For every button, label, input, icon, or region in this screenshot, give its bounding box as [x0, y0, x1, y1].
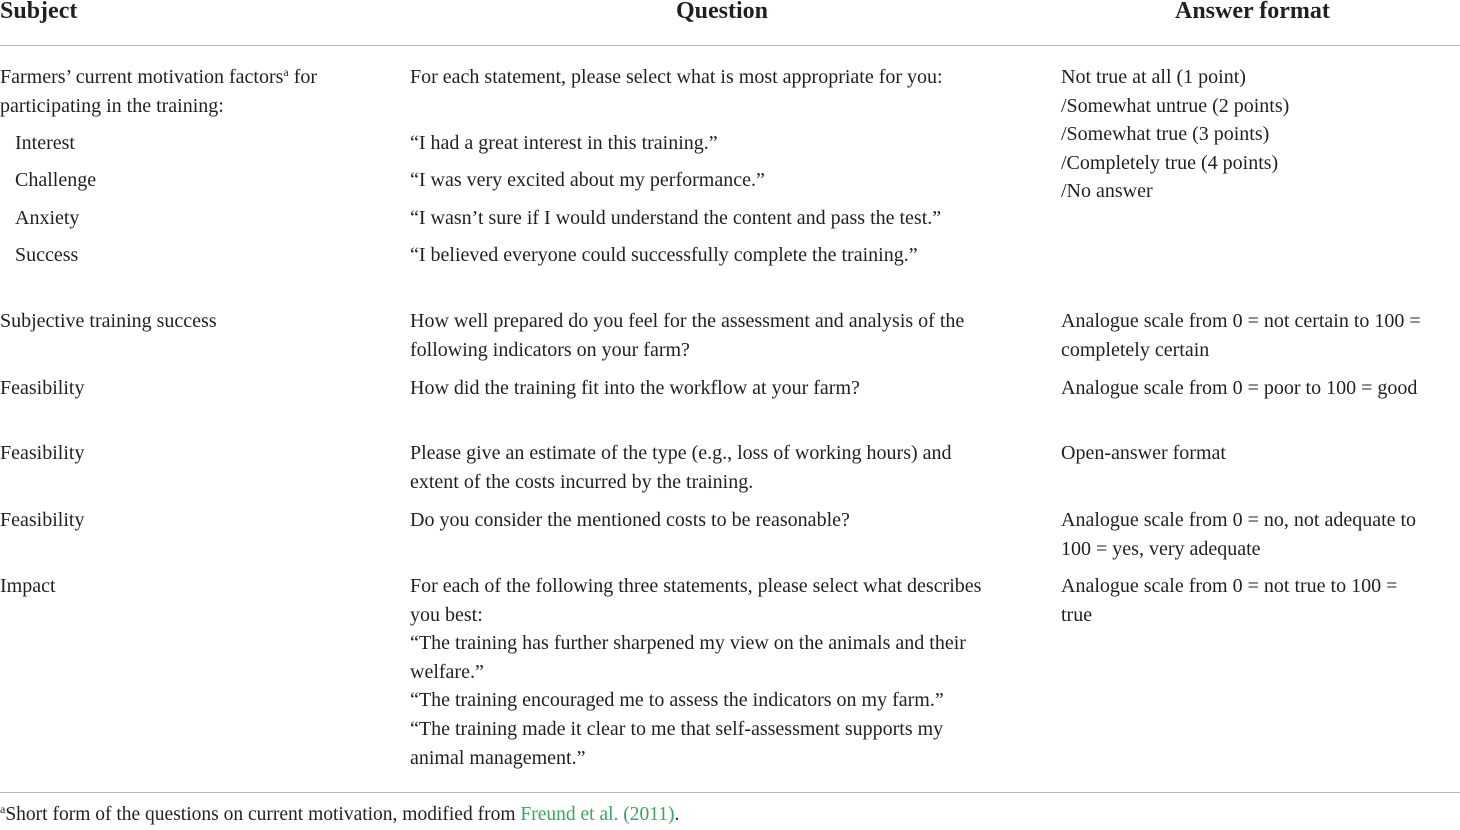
row-question: [410, 506, 1040, 535]
header-answer-format: Answer format: [1175, 0, 1330, 24]
answer-line: Not true at all (1 point): [1061, 66, 1246, 88]
motivation-subject: [0, 63, 390, 120]
motivation-item-subject: Interest: [15, 132, 75, 154]
table-footnote: [0, 801, 679, 830]
answer-line: completely certain: [1061, 338, 1210, 361]
answer-line: Analogue scale from 0 = not certain to 100 =: [1061, 310, 1421, 332]
row-answer: [1061, 307, 1460, 364]
answer-line: /Somewhat untrue (2 points): [1061, 94, 1290, 117]
motivation-answer: [1061, 63, 1460, 206]
motivation-question: For each statement, please select what is most appropriate for you:: [410, 66, 943, 88]
row-question: [410, 572, 1040, 772]
answer-line: Analogue scale from 0 = poor to 100 = good: [1061, 377, 1418, 399]
motivation-subject-text: Farmers’ current motivation factors: [0, 66, 284, 88]
motivation-item-question: “I had a great interest in this training.”: [410, 132, 718, 154]
motivation-item-subject: Anxiety: [15, 207, 80, 229]
motivation-item-question: “I was very excited about my performance.”: [410, 169, 765, 191]
row-subject: Feasibility: [0, 442, 85, 464]
row-subject: Impact: [0, 575, 56, 597]
motivation-subject-text-end: for: [288, 66, 318, 88]
answer-line: /No answer: [1061, 180, 1153, 203]
question-line: Do you consider the mentioned costs to be reasonable?: [410, 509, 850, 531]
question-line: extent of the costs incurred by the training.: [410, 470, 754, 493]
row-question: [410, 439, 1040, 496]
motivation-item-subject: Challenge: [15, 169, 97, 191]
question-line: Please give an estimate of the type (e.g., loss of working hours) and: [410, 442, 952, 464]
question-line: “The training encouraged me to assess the indicators on my farm.”: [410, 689, 944, 712]
question-line: For each of the following three statements, please select what describes: [410, 575, 982, 597]
row-subject: Subjective training success: [0, 310, 217, 332]
header-rule: [0, 45, 1460, 46]
question-line: welfare.”: [410, 660, 484, 683]
row-answer: [1061, 439, 1460, 468]
answer-line: Open-answer format: [1061, 442, 1226, 464]
answer-line: Analogue scale from 0 = no, not adequate to: [1061, 509, 1417, 531]
row-subject: Feasibility: [0, 377, 85, 399]
motivation-item-question: “I wasn’t sure if I would understand the content and pass the test.”: [410, 207, 942, 229]
row-answer: [1061, 506, 1460, 563]
answer-line: 100 = yes, very adequate: [1061, 537, 1261, 560]
motivation-item-subject: Success: [15, 244, 79, 266]
question-line: “The training made it clear to me that self-assessment supports my: [410, 717, 944, 740]
motivation-item-question: “I believed everyone could successfully complete the training.”: [410, 244, 918, 266]
question-line: How did the training fit into the workflow at your farm?: [410, 377, 860, 399]
answer-line: true: [1061, 603, 1093, 626]
footnote-marker: a: [0, 802, 6, 816]
question-line: “The training has further sharpened my view on the animals and their: [410, 632, 966, 655]
question-line: you best:: [410, 603, 483, 626]
footnote-text: Short form of the questions on current motivation, modified from: [5, 804, 521, 825]
footer-rule: [0, 792, 1460, 793]
question-line: animal management.”: [410, 746, 586, 769]
row-question: [410, 307, 1040, 364]
row-subject: Feasibility: [0, 509, 85, 531]
footnote-end: .: [674, 804, 680, 825]
citation-link[interactable]: Freund et al. (2011): [520, 804, 675, 825]
footnote-marker: a: [283, 65, 289, 79]
row-answer: [1061, 572, 1460, 629]
question-line: following indicators on your farm?: [410, 338, 690, 361]
row-question: [410, 374, 1040, 403]
question-line: How well prepared do you feel for the assessment and analysis of the: [410, 310, 965, 332]
motivation-subject-line2: participating in the training:: [0, 94, 224, 117]
answer-line: /Somewhat true (3 points): [1061, 123, 1270, 146]
row-answer: [1061, 374, 1460, 403]
answer-line: Analogue scale from 0 = not true to 100 =: [1061, 575, 1398, 597]
header-subject: Subject: [0, 0, 78, 24]
header-question: Question: [676, 0, 769, 24]
answer-line: /Completely true (4 points): [1061, 151, 1279, 174]
